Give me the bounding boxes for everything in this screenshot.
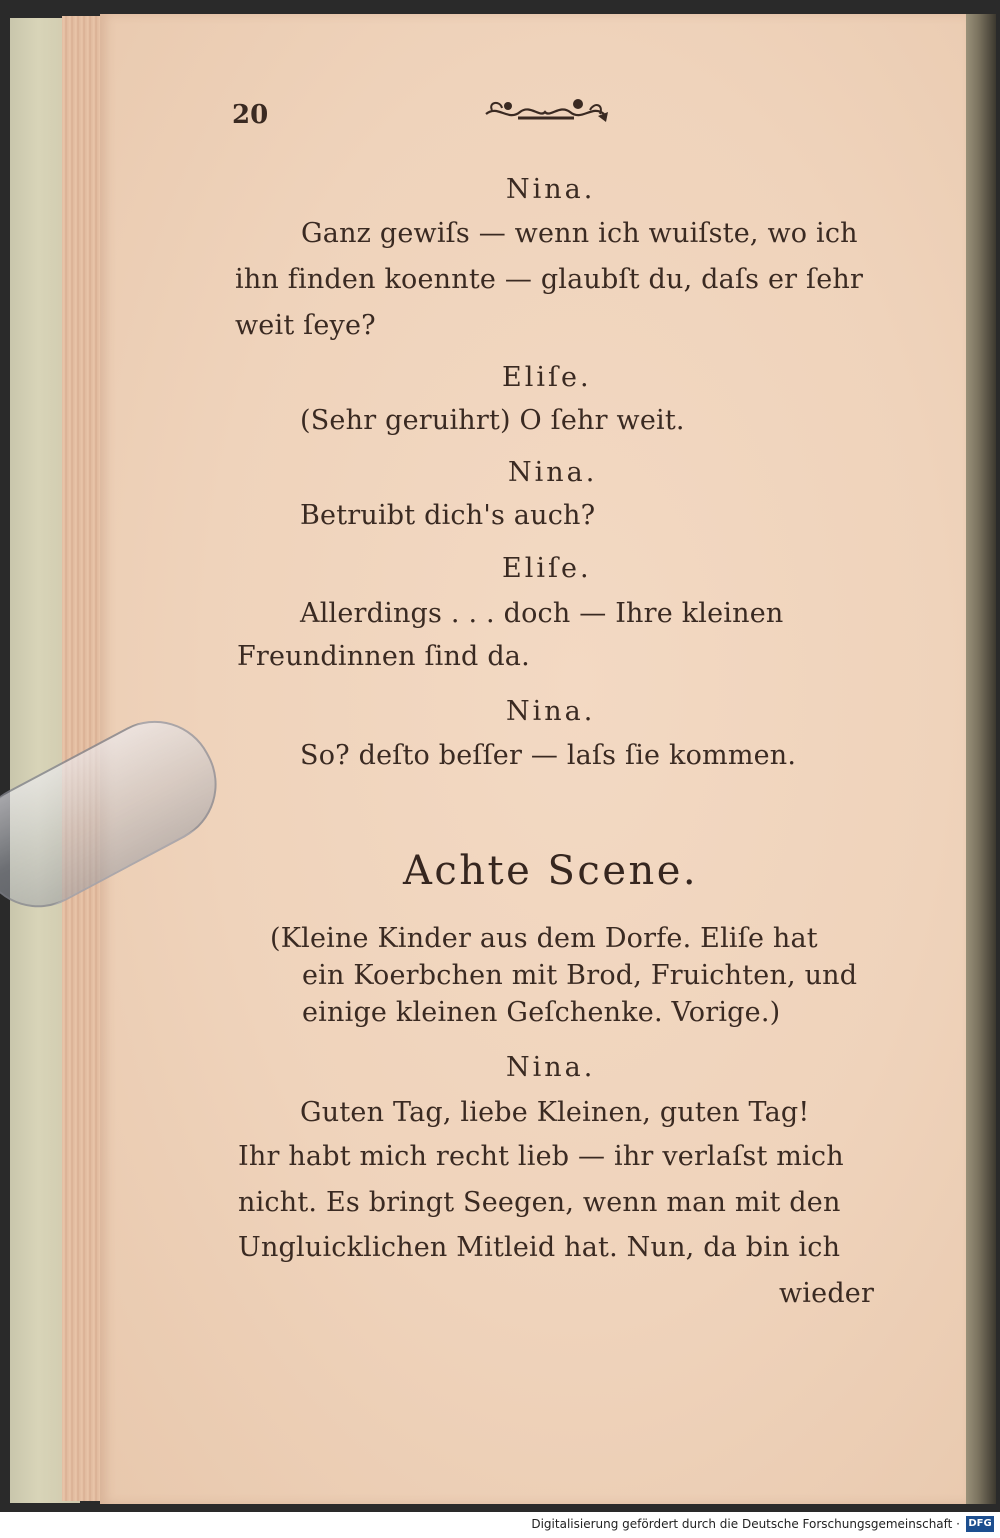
stage-direction-line: ein Koerbchen mit Brod, Fruichten, und [302,960,858,991]
catchword: wieder [779,1278,875,1309]
text-line: Guten Tag, liebe Kleinen, guten Tag! [300,1097,810,1128]
funding-credit: Digitalisierung gefördert durch die Deutsche Forschungsgemeinschaft · [531,1517,960,1531]
footer [0,1512,1000,1538]
text-line: Freundinnen ſind da. [237,641,530,672]
text-line: Ganz gewiſs — wenn ich wuiſste, wo ich [301,218,858,249]
speaker-name: Nina. [508,457,598,488]
speaker-name: Nina. [506,696,596,727]
text-line: (Sehr geruihrt) O ſehr weit. [300,405,685,436]
text-line: ihn finden koennte — glaubſt du, daſs er ſehr [235,264,864,295]
speaker-name: Eliſe. [502,553,592,584]
text-line: So? deſto beſſer — laſs ſie kommen. [300,740,797,771]
floral-ornament-icon [478,92,612,132]
stage-direction-line: einige kleinen Geſchenke. Vorige.) [302,997,781,1028]
speaker-name: Eliſe. [502,362,592,393]
text-line: Allerdings . . . doch — Ihre kleinen [300,598,784,629]
scene-title: Achte Scene. [403,848,699,894]
text-line: Ungluicklichen Mitleid hat. Nun, da bin ich [238,1232,841,1263]
text-line: nicht. Es bringt Seegen, wenn man mit den [238,1187,841,1218]
text-line: Betruibt dich's auch? [300,500,596,531]
text-line: Ihr habt mich recht lieb — ihr verlaſst mich [238,1141,844,1172]
stage-direction-line: (Kleine Kinder aus dem Dorfe. Eliſe hat [270,923,818,954]
speaker-name: Nina. [506,1052,596,1083]
dfg-logo: DFG [966,1516,994,1532]
text-line: weit ſeye? [235,310,376,341]
page-number: 20 [232,100,269,130]
speaker-name: Nina. [506,174,596,205]
